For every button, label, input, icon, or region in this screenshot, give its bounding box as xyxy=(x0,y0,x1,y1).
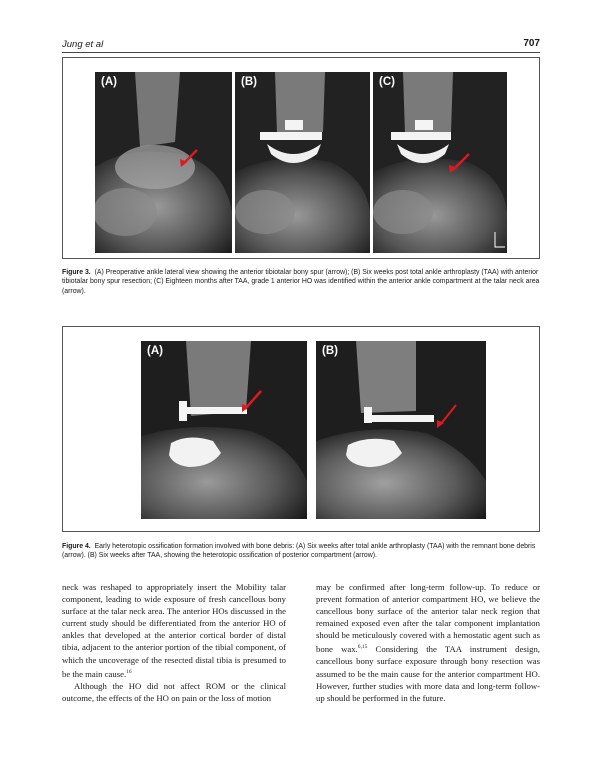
figure-4-panel-a xyxy=(141,341,307,519)
figure-4 xyxy=(62,326,540,532)
figure-3-panel-b xyxy=(235,72,370,253)
xray-image xyxy=(373,72,507,253)
paragraph-text: may be confirmed after long-term follow-up. To reduce or prevent formation of anterior compartment HO, we believe the cancellous bony surface of the anterior talar neck region that remained exposed even after the talar component implantation should be meticulously covered with a hemostatic agent such as bone wax. xyxy=(316,582,540,655)
paragraph-text: Although the HO did not affect ROM or the clinical outcome, the effects of the HO on pain or the loss of motion xyxy=(62,680,286,703)
figure-3 xyxy=(62,57,540,259)
panel-label: (A) xyxy=(101,76,117,88)
figure-3-panel-c xyxy=(373,72,507,253)
panel-label: (B) xyxy=(322,345,338,357)
caption-text: (A) Preoperative ankle lateral view showing the anterior tibiotalar bony spur (arrow); (B) Six weeks post total ankle arthroplasty (TAA) with anterior tibiotalar bony spur resection; (C) Eighteen months after TAA, grade 1 anterior HO was identified within the anterior ankle compartment at the talar neck area (arrow). xyxy=(62,269,540,295)
xray-image xyxy=(316,341,486,519)
paragraph-text: neck was reshaped to appropriately insert the Mobility talar component, leading to wide exposure of fresh cancellous bony surface at the talar neck area. The anterior HOs discussed in the current study should be differentiated from the anterior HO of ankles that developed at the anterior cortical border of distal tibia, adjacent to the anterior portion of the tibial component, of which the uncoverage of the resected distal tibia is presumed to be the main cause. xyxy=(62,582,286,679)
figure-4-panel-b xyxy=(316,341,486,519)
citation: 16 xyxy=(126,668,132,675)
panel-label: (A) xyxy=(147,345,163,357)
page-number: 707 xyxy=(523,38,540,49)
caption-label: Figure 3. xyxy=(62,269,91,276)
figure-4-caption xyxy=(62,542,540,561)
paragraph-text: Considering the TAA instrument design, cancellous bony surface exposure through bony resection was assumed to be the main cause for the anterior compartment HO. However, further studies with more data and long-term follow-up should be performed in the future. xyxy=(316,644,540,703)
xray-image xyxy=(141,341,307,519)
paragraph xyxy=(62,581,286,680)
panel-label: (B) xyxy=(241,76,257,88)
body-column-right xyxy=(316,581,540,704)
paragraph xyxy=(62,680,286,704)
paragraph xyxy=(316,581,540,704)
header-rule xyxy=(62,52,540,53)
caption-text: Early heterotopic ossification formation involved with bone debris: (A) Six weeks after total ankle arthroplasty (TAA) with the remnant bone debris (arrow). (B) Six weeks after TAA, showing the heterotopic ossification of posterior compartment (arrow). xyxy=(62,543,536,560)
panel-label: (C) xyxy=(379,76,395,88)
figure-3-caption xyxy=(62,268,540,296)
caption-label: Figure 4. xyxy=(62,543,91,550)
body-column-left xyxy=(62,581,286,704)
citation: 6,15 xyxy=(357,644,368,651)
xray-image xyxy=(235,72,370,253)
running-title: Jung et al xyxy=(62,39,104,50)
figure-3-panel-a xyxy=(95,72,232,253)
xray-image xyxy=(95,72,232,253)
